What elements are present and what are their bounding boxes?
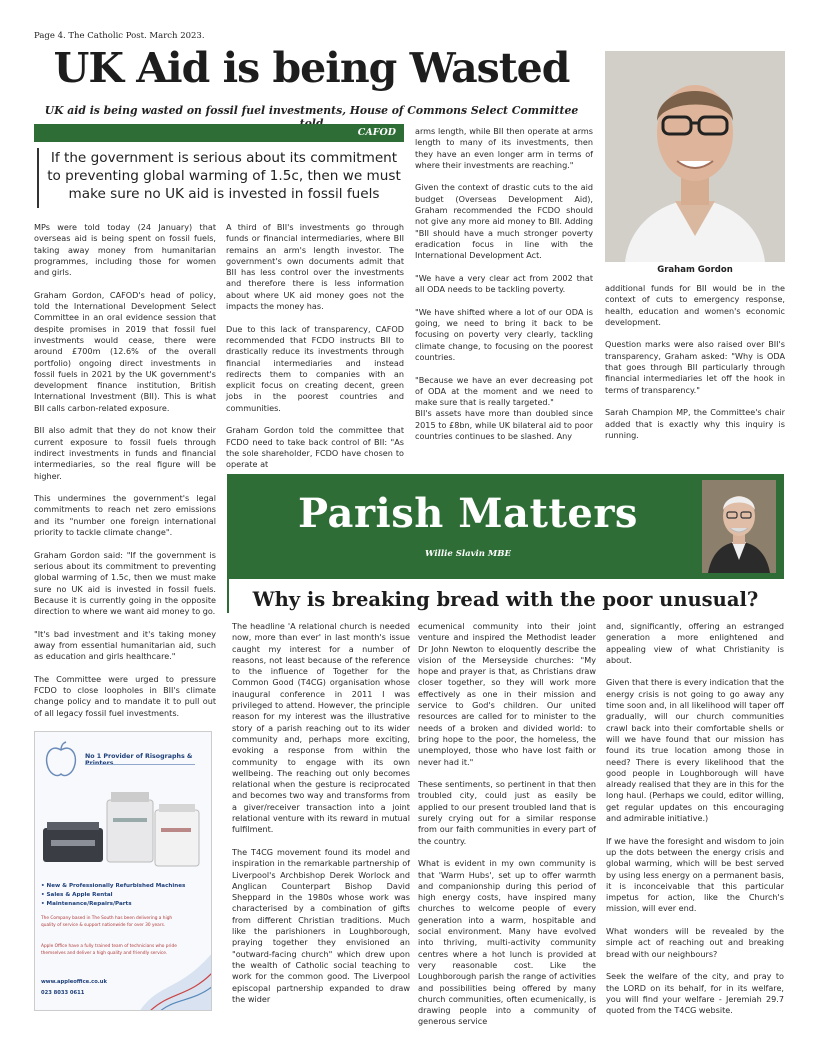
source-tag: CAFOD — [357, 127, 396, 138]
headline: UK Aid is being Wasted — [53, 44, 570, 92]
advertisement[interactable] — [34, 731, 212, 1011]
standfirst: UK aid is being wasted on fossil fuel investments, House of Commons Select Committee — [44, 104, 579, 117]
paragraph: "It's bad investment and it's taking money away from essential humanitarian aid, such as education and girls healthcare." — [34, 628, 216, 662]
paragraph: Question marks were also raised over BII's transparency, Graham asked: "Why is ODA that goes through BII particularly through financial intermediaries let off the hook in terms of transparency." — [605, 339, 785, 395]
man-portrait-icon — [702, 480, 776, 573]
paragraph: A third of BII's investments go through funds or financial intermediaries, where BII remains an arm's length investor. The government's own documents admit that BII has less control over the investments and therefore there is less information about where UK aid money goes not the impacts the money has. — [226, 222, 404, 312]
paragraph: "Because we have an ever decreasing pot of ODA at the moment and we need to make sure that is really targeted." — [415, 374, 593, 408]
paragraph: Seek the welfare of the city, and pray to the LORD on its behalf, for in its welfare, you will find your welfare - Jeremiah 29.7 quoted from the T4CG website. — [606, 971, 784, 1016]
parish-column-2 — [418, 621, 596, 1028]
paragraph: Given that there is every indication that the energy crisis is not going to go away any time soon and, in all likelihood will taper off gradually, will our church communities crawl back into their comfortable shells or will we have found that our mission has found its true location among those in need? There is every likelihood that the good people in Loughborough will have already realised that they are in this for the long haul. (Perhaps we could, editor willing, get regular updates on this encouraging and admirable initiative.) — [606, 677, 785, 824]
paragraph: The headline 'A relational church is needed now, more than ever' in last month's issue caught my interest for a number of reasons, not least because of the reference to the influence of Together for the Common Good (T4CG) organisation whose inaugural conference in 2011 I was privileged to attend. However, the principle reason for my interest was the illustrative story of a parish reaching out to its wider community and, perhaps more exciting, evoking a response from within the community to engage with its own wellbeing. The reaching out only becomes relational when the gesture is reciprocated and becomes two way and transforms from a giver/receiver transaction into a joint relational venture with its reward in mutual fulfilment. — [232, 621, 410, 835]
paragraph: The T4CG movement found its model and inspiration in the remarkable partnership of Liverpool's Archbishop Derek Worlock and Anglican Counterpart Bishop David Sheppard in the 1980s whose work was characterised by a combination of gifts from different Christian traditions. Much like the parishioners in Loughborough, praying together they envisioned an "outward-facing church" which drew upon the wealth of Catholic social teaching to work for the common good. The Liverpool episcopal partnership expanded to draw the wider — [232, 846, 410, 1004]
paragraph: What wonders will be revealed by the simple act of reaching out and breaking bread with our neighbours? — [606, 926, 784, 959]
ad-divider — [85, 764, 195, 765]
banner-title: Parish Matters — [298, 490, 638, 537]
page-folio: Page 4. The Catholic Post. March 2023. — [34, 31, 205, 41]
portrait-photo — [605, 51, 785, 262]
paragraph: BII also admit that they do not know their current exposure to fossil fuels through indirect investments in funds and financial intermediaries, so the real figure will be higher. — [34, 425, 216, 481]
pullquote: If the government is serious about its commitment to preventing global warming of 1.5c, then we must make sure no UK aid is invested in fossil fuels — [47, 150, 401, 202]
photo-caption: Graham Gordon — [657, 265, 733, 275]
article1-column-3 — [415, 126, 593, 442]
article1-column-2 — [226, 222, 404, 471]
paragraph: and, significantly, offering an estranged generation a more enlightened and appealing view of what Christianity is about. — [606, 621, 784, 665]
parish-column-1 — [232, 621, 410, 1005]
paragraph: This undermines the government's legal commitments to reach net zero emissions and its "number one foreign international priority to tackle climate change". — [34, 493, 216, 538]
ad-header: No 1 Provider of Risographs & — [85, 753, 193, 760]
article1-column-4 — [605, 283, 785, 452]
paragraph: Due to this lack of transparency, CAFOD recommended that FCDO instructs BII to drastically reduce its investments through financial intermediaries and instead redirects them to companies with an explicit focus on creating decent, green jobs in the poorest countries and communities. — [226, 323, 404, 413]
ad-phone: 023 8033 0611 — [41, 990, 85, 996]
parish-banner — [227, 474, 784, 579]
source-bar — [34, 124, 404, 142]
paragraph: Sarah Champion MP, the Committee's chair added that is exactly why this inquiry is running. — [605, 407, 785, 440]
paragraph: "We have shifted where a lot of our ODA is going, we need to bring it back to be focusing on poverty very clearly, tackling climate change, to focusing on the poorest countries. — [415, 306, 593, 362]
parish-headline: Why is breaking bread with the poor unusual? — [252, 588, 759, 611]
author-photo — [702, 480, 776, 573]
paragraph: Graham Gordon said: "If the government is serious about its commitment to preventing global warming of 1.5c, then we must make sure no UK aid is invested in fossil fuels. Because it is currently going in the opposite direction to where we want aid money to go. — [34, 549, 216, 617]
ad-blurb: Apple Office have a fully trained team of technicians who pride themselves and deliver a high quality and friendly service. — [41, 944, 177, 956]
ad-bullets — [41, 882, 209, 909]
ad-bullet: • Sales & Apple Rental — [41, 892, 113, 898]
paragraph: ecumenical community into their joint venture and inspired the Methodist leader Dr John Newton to eloquently describe the vision of the Merseyside churches: "My hope and prayer is that, as Christians draw closer together, so they will work more effectively as one in their mission and service to God's children. Our united resources are called for to minister to the needs of a broken and divided world: to bring hope to the poor, the homeless, the unemployed, those who have lost faith or never had it." — [418, 621, 596, 767]
ad-website-link[interactable]: www.appleoffice.co.uk — [41, 979, 107, 985]
paragraph: MPs were told today (24 January) that overseas aid is being spent on fossil fuels, taking away money from humanitarian programmes, including those for women and girls. — [34, 222, 216, 278]
paragraph: BII's assets have more than doubled since 2015 to £8bn, while UK bilateral aid to poor countries continues to be slashed. Any — [415, 408, 593, 442]
paragraph: If we have the foresight and wisdom to join up the dots between the energy crisis and global warming, which will be best served by using less energy on a permanent basis, it is inconceivable that this particular impetus for action, like the Church's mission, will ever end. — [606, 835, 784, 914]
printers-image-icon — [43, 778, 205, 876]
ad-bullet: • New & Professionally Refurbished Machines — [41, 883, 186, 889]
ad-blurb: The Company based in The South has been delivering a high quality of service & support nationwide for over 30 years. — [41, 916, 173, 928]
paragraph: What is evident in my own community is that 'Warm Hubs', set up to offer warmth and companionship during this period of high energy costs, have inspired many churches to welcome people of every generation into a warm, hospitable and social environment. Many have evolved into thriving, multi-activity community centres where a hot lunch is provided at very reasonable cost. Like the Loughborough parish the range of activities and possibilities being offered by many church communities, often ecumenically, is drawing people into a community of generous service — [418, 858, 596, 1027]
paragraph: additional funds for BII would be in the context of cuts to emergency response, health, education and women's economic development. — [605, 283, 785, 327]
byline: Willie Slavin MBE — [425, 549, 511, 559]
paragraph: arms length, while BII then operate at arms length to many of its investments, then they have an even longer arm in terms of where their investments are reaching." — [415, 126, 593, 170]
paragraph: "We have a very clear act from 2002 that all ODA needs to be tackling poverty. — [415, 272, 593, 295]
man-portrait-icon — [605, 51, 785, 262]
ad-bullet: • Maintenance/Repairs/Parts — [41, 901, 132, 907]
paragraph: The Committee were urged to pressure FCDO to close loopholes in BII's climate change policy and to mandate it to pull out of all legacy fossil fuel investments. — [34, 673, 216, 718]
apple-logo-icon — [43, 740, 79, 780]
paragraph: Graham Gordon told the committee that FCDO need to take back control of BII: "As the sole shareholder, FCDO have chosen to operate at — [226, 425, 404, 470]
paragraph: These sentiments, so pertinent in that then troubled city, could just as easily be applied to our present troubled land that is surely crying out for a similar response from our faith communities in every part of the country. — [418, 779, 596, 846]
article1-column-1 — [34, 222, 216, 730]
paragraph: Given the context of drastic cuts to the aid budget (Overseas Development Aid), Graham recommended the FCDO should not give any more aid money to BII. Adding "BII should have a much stronger poverty eradication focus in line with the International Development Act. — [415, 182, 593, 261]
parish-column-3 — [606, 621, 784, 1016]
wave-graphic-icon — [139, 942, 212, 1011]
paragraph: Graham Gordon, CAFOD's head of policy, told the International Development Select Committee in an oral evidence session that despite promises in 2019 that fossil fuel investments would cease, there were around £700m (12.6% of the overall portfolio) ongoing direct investments in fossil fuels in 2021 by the UK government's development finance institution, British International Investment (BII). This is what BII calls carbon-related exposure. — [34, 289, 216, 413]
